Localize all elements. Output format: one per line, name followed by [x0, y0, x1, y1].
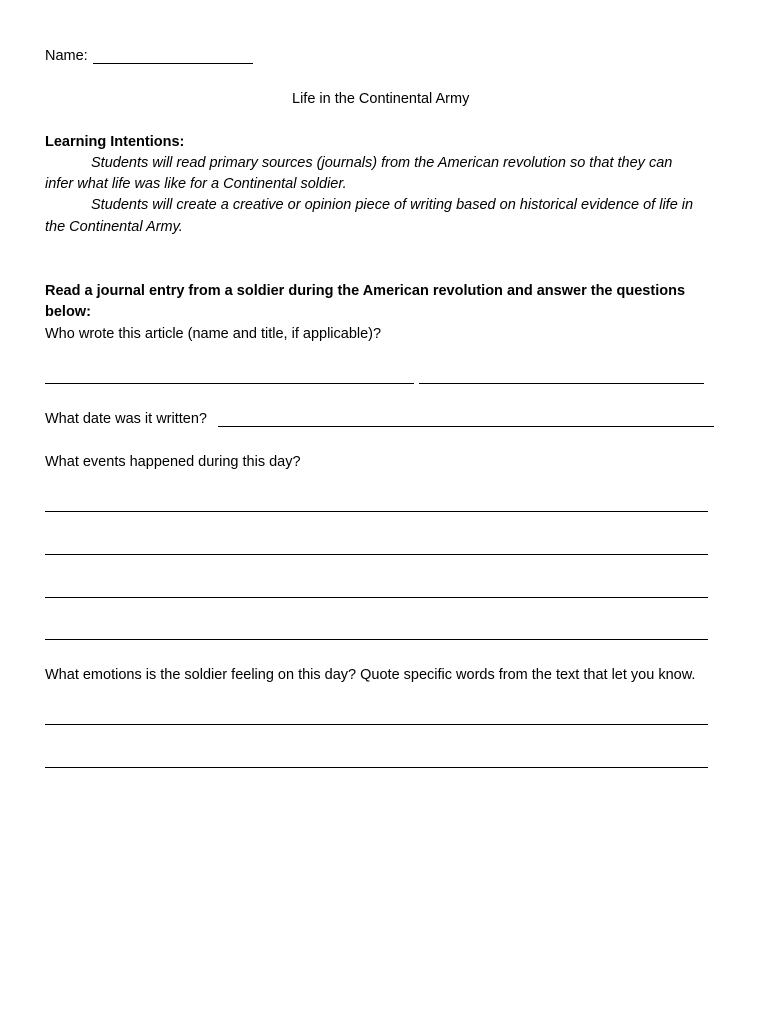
learning-intentions-heading: Learning Intentions: — [45, 134, 185, 150]
instructions-line-1: Read a journal entry from a soldier during the American revolution and answer the questions — [45, 283, 686, 299]
instructions-line-2: below: — [45, 304, 91, 320]
learning-intention-1-line-1: Students will read primary sources (journals) from the American revolution so that they can — [91, 155, 673, 171]
learning-intention-2-line-2: the Continental Army. — [45, 219, 183, 235]
question-author: Who wrote this article (name and title, if applicable)? — [45, 326, 382, 342]
name-blank[interactable] — [93, 63, 253, 64]
answer-line-emotions[interactable] — [45, 724, 708, 725]
answer-line-events[interactable] — [45, 511, 708, 512]
learning-intention-2-line-1: Students will create a creative or opinion piece of writing based on historical evidence of life in — [91, 197, 694, 213]
answer-line-date[interactable] — [218, 426, 714, 427]
answer-line-author-name[interactable] — [45, 383, 414, 384]
answer-line-emotions[interactable] — [45, 767, 708, 768]
answer-line-events[interactable] — [45, 639, 708, 640]
answer-line-events[interactable] — [45, 554, 708, 555]
name-label: Name: — [45, 48, 88, 64]
learning-intention-1-line-2: infer what life was like for a Continental soldier. — [45, 176, 347, 192]
answer-line-author-title[interactable] — [419, 383, 704, 384]
page-title: Life in the Continental Army — [292, 91, 470, 107]
question-date: What date was it written? — [45, 411, 207, 427]
question-emotions: What emotions is the soldier feeling on this day? Quote specific words from the text that let you know. — [45, 667, 696, 683]
question-events: What events happened during this day? — [45, 454, 301, 470]
answer-line-events[interactable] — [45, 597, 708, 598]
